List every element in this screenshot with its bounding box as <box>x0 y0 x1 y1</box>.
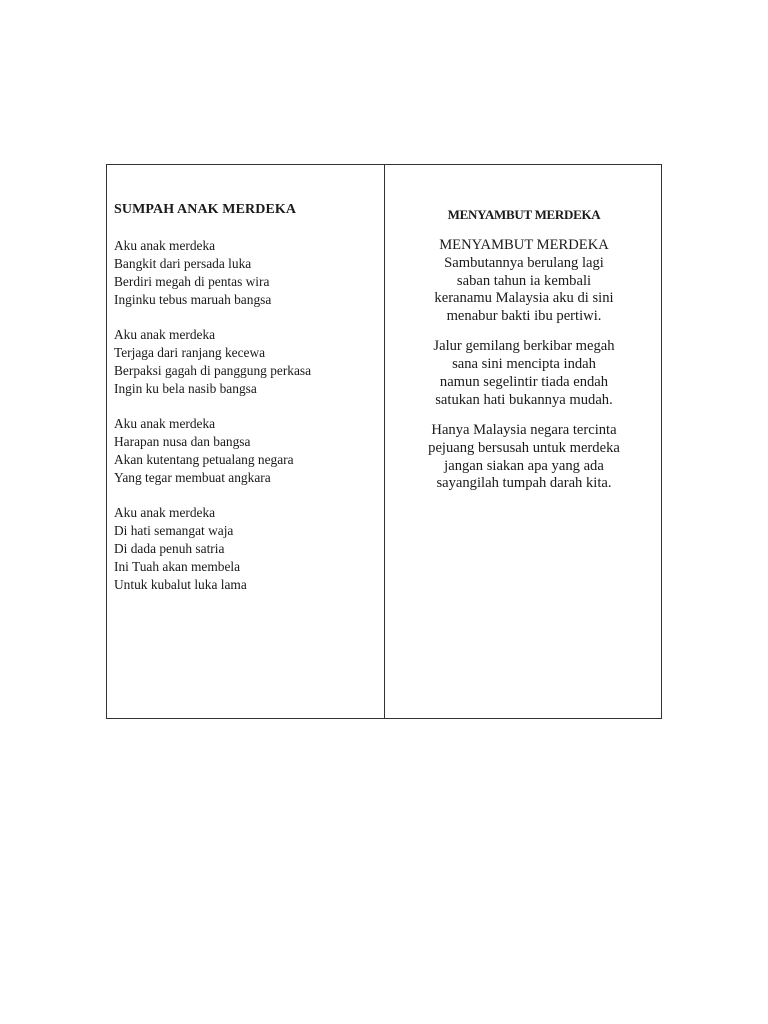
poem-line: pejuang bersusah untuk merdeka <box>428 439 620 456</box>
poem-line: Inginku tebus maruah bangsa <box>114 291 272 307</box>
poem-line: Aku anak merdeka <box>114 416 216 432</box>
poem-table <box>106 164 662 719</box>
poem-line: namun segelintir tiada endah <box>439 373 609 390</box>
right-poem-title: MENYAMBUT MERDEKA <box>447 207 601 222</box>
poem-line: Di hati semangat waja <box>114 523 234 539</box>
poem-line: sana sini mencipta indah <box>452 356 596 373</box>
poem-line: Hanya Malaysia negara tercinta <box>431 421 617 438</box>
right-stanza-2 <box>386 338 662 409</box>
poem-line: Bangkit dari persada luka <box>114 255 252 271</box>
left-poem-cell <box>114 201 376 611</box>
poem-line: Aku anak merdeka <box>114 327 216 343</box>
right-stanza-1 <box>386 237 662 326</box>
poem-line: Sambutannya berulang lagi <box>444 254 604 271</box>
poem-line: Terjaga dari ranjang kecewa <box>114 345 266 361</box>
column-divider <box>384 165 385 718</box>
left-stanza-2 <box>114 326 376 398</box>
left-stanza-3 <box>114 415 376 487</box>
left-poem-title: SUMPAH ANAK MERDEKA <box>114 202 297 217</box>
poem-line: Aku anak merdeka <box>114 505 216 521</box>
poem-line: satukan hati bukannya mudah. <box>435 391 613 408</box>
poem-line: Ingin ku bela nasib bangsa <box>114 380 257 396</box>
poem-line: Jalur gemilang berkibar megah <box>433 338 615 355</box>
poem-line: Untuk kubalut luka lama <box>114 577 247 592</box>
left-stanza-4 <box>114 504 376 594</box>
poem-line: Aku anak merdeka <box>114 238 216 253</box>
poem-line: Akan kutentang petualang negara <box>114 452 294 468</box>
poem-line: Ini Tuah akan membela <box>114 559 241 575</box>
poem-line: Berdiri megah di pentas wira <box>114 273 270 289</box>
right-poem-cell <box>386 206 662 506</box>
poem-line: Di dada penuh satria <box>114 541 225 557</box>
poem-line: keranamu Malaysia aku di sini <box>434 290 614 307</box>
poem-line: menabur bakti ibu pertiwi. <box>446 308 602 325</box>
poem-line: saban tahun ia kembali <box>456 272 592 289</box>
right-stanza-3 <box>386 422 662 493</box>
poem-line: Harapan nusa dan bangsa <box>114 434 251 450</box>
poem-line: Yang tegar membuat angkara <box>114 469 271 485</box>
poem-line: MENYAMBUT MERDEKA <box>439 237 609 253</box>
poem-line: Berpaksi gagah di panggung perkasa <box>114 362 312 378</box>
left-stanza-1 <box>114 237 376 309</box>
poem-line: sayangilah tumpah darah kita. <box>436 475 612 492</box>
poem-line: jangan siakan apa yang ada <box>444 457 604 474</box>
